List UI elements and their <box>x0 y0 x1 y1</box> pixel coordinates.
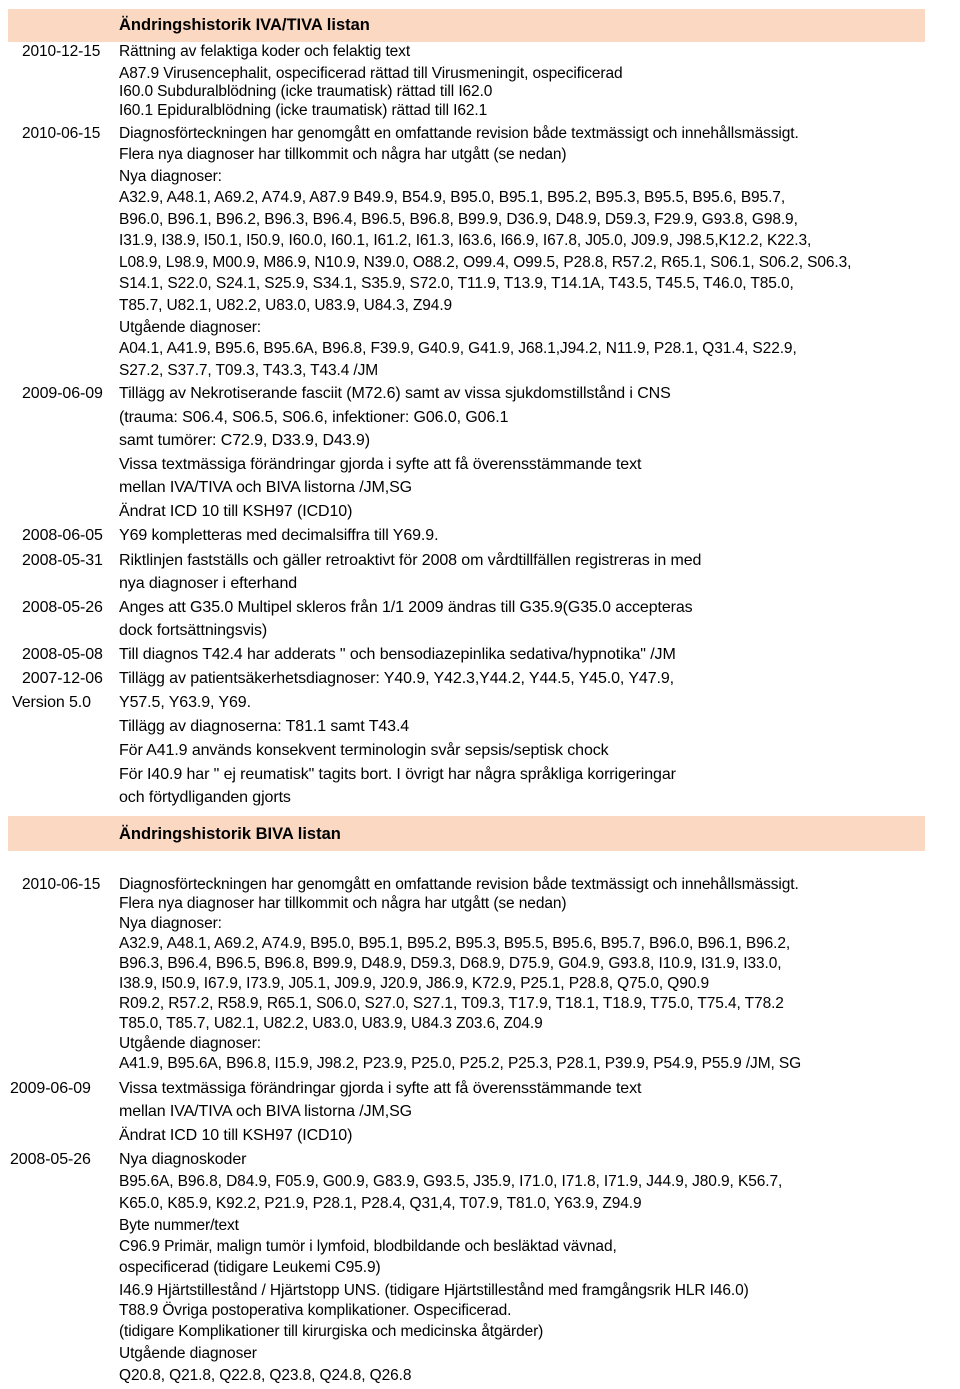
change-date: 2009-06-09 <box>10 1080 91 1097</box>
change-date: 2008-06-05 <box>22 527 103 544</box>
code-list: A41.9, B95.6A, B96.8, I15.9, J98.2, P23.9, P25.0, P25.2, P25.3, P28.1, P39.9, P54.9, P55.9 /JM, SG <box>119 1055 802 1072</box>
change-date: 2010-06-15 <box>22 876 101 893</box>
change-text: Byte nummer/text <box>119 1217 239 1234</box>
code-list: B95.6A, B96.8, D84.9, F05.9, G00.9, G83.9, G93.5, J35.9, I71.0, I71.8, I71.9, J44.9, J80.9, K56.7, <box>119 1173 783 1190</box>
change-text: Anges att G35.0 Multipel skleros från 1/1 2009 ändras till G35.9(G35.0 accepteras <box>119 599 693 616</box>
change-date: 2008-05-31 <box>22 552 103 569</box>
change-text: (trauma: S06.4, S06.5, S06.6, infektioner: G06.0, G06.1 <box>119 409 509 426</box>
change-date: 2010-06-15 <box>22 125 101 142</box>
change-text: mellan IVA/TIVA och BIVA listorna /JM,SG <box>119 479 413 496</box>
change-text: För I40.9 har " ej reumatisk" tagits bort. I övrigt har några språkliga korrigeringar <box>119 766 676 783</box>
change-text: Nya diagnoskoder <box>119 1151 247 1168</box>
code-list: I31.9, I38.9, I50.1, I50.9, I60.0, I60.1, I61.2, I61.3, I63.6, I66.9, I67.8, J05.0, J09.9, J98.5,K12.2, K22.3, <box>119 232 812 249</box>
code-list: Q20.8, Q21.8, Q22.8, Q23.8, Q24.8, Q26.8 <box>119 1367 412 1384</box>
change-text: ospecificerad (tidigare Leukemi C95.9) <box>119 1259 381 1276</box>
change-date: 2008-05-08 <box>22 646 103 663</box>
change-text: A87.9 Virusencephalit, ospecificerad rättad till Virusmeningit, ospecificerad <box>119 65 623 82</box>
code-list: B96.0, B96.1, B96.2, B96.3, B96.4, B96.5, B96.8, B99.9, D36.9, D48.9, D59.3, F29.9, G93.8, G98.9, <box>119 211 798 228</box>
change-date: 2008-05-26 <box>22 599 103 616</box>
code-list: K65.0, K85.9, K92.2, P21.9, P28.1, P28.4, Q31,4, T07.9, T81.0, Y63.9, Z94.9 <box>119 1195 642 1212</box>
change-text: Tillägg av patientsäkerhetsdiagnoser: Y40.9, Y42.3,Y44.2, Y44.5, Y45.0, Y47.9, <box>119 670 674 687</box>
change-date: 2008-05-26 <box>10 1151 91 1168</box>
change-text: För A41.9 används konsekvent terminologin svår sepsis/septisk chock <box>119 742 609 759</box>
code-list: T85.0, T85.7, U82.1, U82.2, U83.0, U83.9, U84.3 Z03.6, Z04.9 <box>119 1015 543 1032</box>
change-text: Utgående diagnoser <box>119 1345 257 1362</box>
change-date: 2009-06-09 <box>22 385 103 402</box>
change-text: Vissa textmässiga förändringar gjorda i syfte att få överensstämmande text <box>119 456 642 473</box>
change-text: Ändrat ICD 10 till KSH97 (ICD10) <box>119 1127 353 1144</box>
change-text: Rättning av felaktiga koder och felaktig text <box>119 43 411 60</box>
change-text: Utgående diagnoser: <box>119 319 262 336</box>
change-text: Diagnosförteckningen har genomgått en omfattande revision både textmässigt och innehållsmässigt. <box>119 125 799 142</box>
code-list: R09.2, R57.2, R58.9, R65.1, S06.0, S27.0, S27.1, T09.3, T17.9, T18.1, T18.9, T75.0, T75.4, T78.2 <box>119 995 784 1012</box>
change-text: Tillägg av diagnoserna: T81.1 samt T43.4 <box>119 718 410 735</box>
change-text: samt tumörer: C72.9, D33.9, D43.9) <box>119 432 370 449</box>
change-text: (tidigare Komplikationer till kirurgiska och medicinska åtgärder) <box>119 1323 544 1340</box>
change-text: Nya diagnoser: <box>119 915 222 932</box>
change-text: Flera nya diagnoser har tillkommit och några har utgått (se nedan) <box>119 146 567 163</box>
change-text: C96.9 Primär, malign tumör i lymfoid, blodbildande och besläktad vävnad, <box>119 1238 617 1255</box>
change-text: Utgående diagnoser: <box>119 1035 262 1052</box>
change-text: mellan IVA/TIVA och BIVA listorna /JM,SG <box>119 1103 413 1120</box>
change-text: Y69 kompletteras med decimalsiffra till Y69.9. <box>119 527 439 544</box>
change-text: I46.9 Hjärtstillestånd / Hjärtstopp UNS. (tidigare Hjärtstillestånd med framgångsrik HLR I46.0) <box>119 1282 749 1299</box>
code-list: I38.9, I50.9, I67.9, I73.9, J05.1, J09.9, J20.9, J86.9, K72.9, P25.1, P28.8, Q75.0, Q90.9 <box>119 975 709 992</box>
change-text: Vissa textmässiga förändringar gjorda i syfte att få överensstämmande text <box>119 1080 642 1097</box>
change-text: Flera nya diagnoser har tillkommit och några har utgått (se nedan) <box>119 895 567 912</box>
change-text: dock fortsättningsvis) <box>119 622 268 639</box>
code-list: B96.3, B96.4, B96.5, B96.8, B99.9, D48.9, D59.3, D68.9, D75.9, G04.9, G93.8, I10.9, I31.9, I33.0, <box>119 955 782 972</box>
change-text: Nya diagnoser: <box>119 168 222 185</box>
change-text: I60.1 Epiduralblödning (icke traumatisk) rättad till I62.1 <box>119 102 488 119</box>
change-text: Diagnosförteckningen har genomgått en omfattande revision både textmässigt och innehållsmässigt. <box>119 876 799 893</box>
change-date: 2007-12-06 <box>22 670 103 687</box>
change-text: nya diagnoser i efterhand <box>119 575 298 592</box>
change-text: Y57.5, Y63.9, Y69. <box>119 694 251 711</box>
code-list: A32.9, A48.1, A69.2, A74.9, B95.0, B95.1, B95.2, B95.3, B95.5, B95.6, B95.7, B96.0, B96.1, B96.2, <box>119 935 791 952</box>
code-list: A32.9, A48.1, A69.2, A74.9, A87.9 B49.9, B54.9, B95.0, B95.1, B95.2, B95.3, B95.5, B95.6, B95.7, <box>119 189 786 206</box>
code-list: S14.1, S22.0, S24.1, S25.9, S34.1, S35.9, S72.0, T11.9, T13.9, T14.1A, T43.5, T45.5, T46.0, T85.0, <box>119 275 794 292</box>
change-text: Till diagnos T42.4 har adderats " och bensodiazepinlika sedativa/hypnotika" /JM <box>119 646 676 663</box>
change-text: Tillägg av Nekrotiserande fasciit (M72.6) samt av vissa sjukdomstillstånd i CNS <box>119 385 671 402</box>
change-text: I60.0 Subduralblödning (icke traumatisk) rättad till I62.0 <box>119 83 493 100</box>
code-list: T85.7, U82.1, U82.2, U83.0, U83.9, U84.3, Z94.9 <box>119 297 453 314</box>
change-text: Riktlinjen fastställs och gäller retroaktivt för 2008 om vårdtillfällen registreras in med <box>119 552 702 569</box>
code-list: L08.9, L98.9, M00.9, M86.9, N10.9, N39.0, O88.2, O99.4, O99.5, P28.8, R57.2, R65.1, S06.1, S06.2, S06.3, <box>119 254 852 271</box>
change-text: och förtydliganden gjorts <box>119 789 291 806</box>
code-list: S27.2, S37.7, T09.3, T43.3, T43.4 /JM <box>119 362 379 379</box>
biva-section-header: Ändringshistorik BIVA listan <box>8 816 925 851</box>
change-text: Ändrat ICD 10 till KSH97 (ICD10) <box>119 503 353 520</box>
version-label: Version 5.0 <box>12 694 91 711</box>
code-list: A04.1, A41.9, B95.6, B95.6A, B96.8, F39.9, G40.9, G41.9, J68.1,J94.2, N11.9, P28.1, Q31.4, S22.9, <box>119 340 797 357</box>
change-date: 2010-12-15 <box>22 43 101 60</box>
iva-section-header: Ändringshistorik IVA/TIVA listan <box>8 9 925 42</box>
change-text: T88.9 Övriga postoperativa komplikationer. Ospecificerad. <box>119 1302 512 1319</box>
